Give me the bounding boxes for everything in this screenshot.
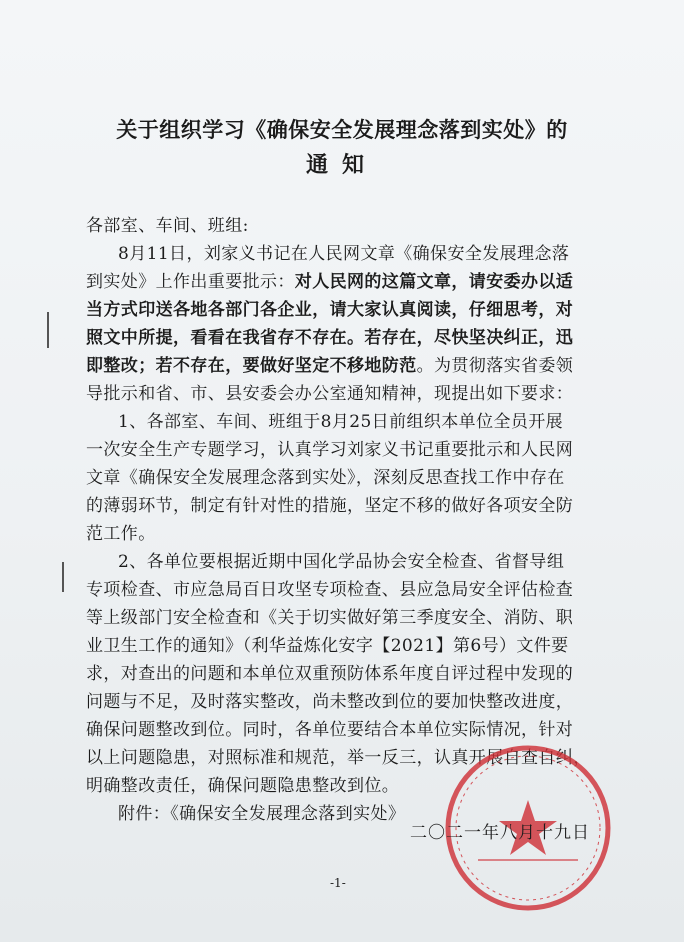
issue-date: 二〇二一年八月十九日: [410, 823, 590, 843]
item-1-line: 范工作。: [86, 524, 156, 544]
document-subtitle: 通知: [305, 152, 378, 178]
paragraph-line: 照文中所提，看看在我省存不存在。若存在，尽快坚决纠正，迅: [86, 328, 574, 348]
item-2-line: 问题与不足，及时落实整改，尚未整改到位的要加快整改进度，: [86, 692, 574, 712]
salutation: 各部室、车间、班组:: [86, 216, 249, 236]
attachment-line: 附件：《确保安全发展理念落到实处》: [118, 804, 406, 824]
paragraph-line: 导批示和省、市、县安委会办公室通知精神，现提出如下要求：: [86, 384, 574, 404]
item-1-line: 1、各部室、车间、班组于8月25日前组织本单位全员开展: [118, 412, 564, 432]
item-2-line: 等上级部门安全检查和《关于切实做好第三季度安全、消防、职: [86, 608, 574, 628]
item-2-line: 业卫生工作的通知》（利华益炼化安字【2021】第6号）文件要: [86, 636, 569, 656]
paragraph-line: 到实处》上作出重要批示：对人民网的这篇文章，请安委办以适: [86, 272, 574, 292]
item-2-line: 确保问题整改到位。同时，各单位要结合本单位实际情况，针对: [86, 720, 574, 740]
item-2-line: 专项检查、市应急局百日攻坚专项检查、县应急局安全评估检查: [86, 580, 574, 600]
item-2-line: 2、各单位要根据近期中国化学品协会安全检查、省督导组: [118, 552, 565, 572]
quoted-instruction: 对人民网的这篇文章，请安委办以适: [294, 272, 574, 292]
paragraph-line: 8月11日，刘家义书记在人民网文章《确保安全发展理念落: [118, 244, 570, 264]
paragraph-line: 当方式印送各地各部门各企业，请大家认真阅读，仔细思考，对: [86, 300, 574, 320]
item-1-line: 文章《确保安全发展理念落到实处》，深刻反思查找工作中存在: [86, 468, 565, 488]
paragraph-line: 即整改；若不存在，要做好坚定不移地防范。为贯彻落实省委领: [86, 356, 574, 376]
item-1-line: 的薄弱环节，制定有针对性的措施，坚定不移的做好各项安全防: [86, 496, 574, 516]
item-1-line: 一次安全生产专题学习，认真学习刘家义书记重要批示和人民网: [86, 440, 574, 460]
document-title: 关于组织学习《确保安全发展理念落到实处》的: [116, 117, 568, 142]
pencil-mark: [47, 312, 49, 348]
page-number: -1-: [330, 876, 346, 890]
item-2-line: 以上问题隐患，对照标准和规范，举一反三，认真开展自查自纠，: [86, 748, 591, 768]
item-2-line: 明确整改责任，确保问题隐患整改到位。: [86, 776, 400, 796]
item-2-line: 求，对查出的问题和本单位双重预防体系年度自评过程中发现的: [86, 664, 574, 684]
pencil-mark: [62, 562, 64, 592]
